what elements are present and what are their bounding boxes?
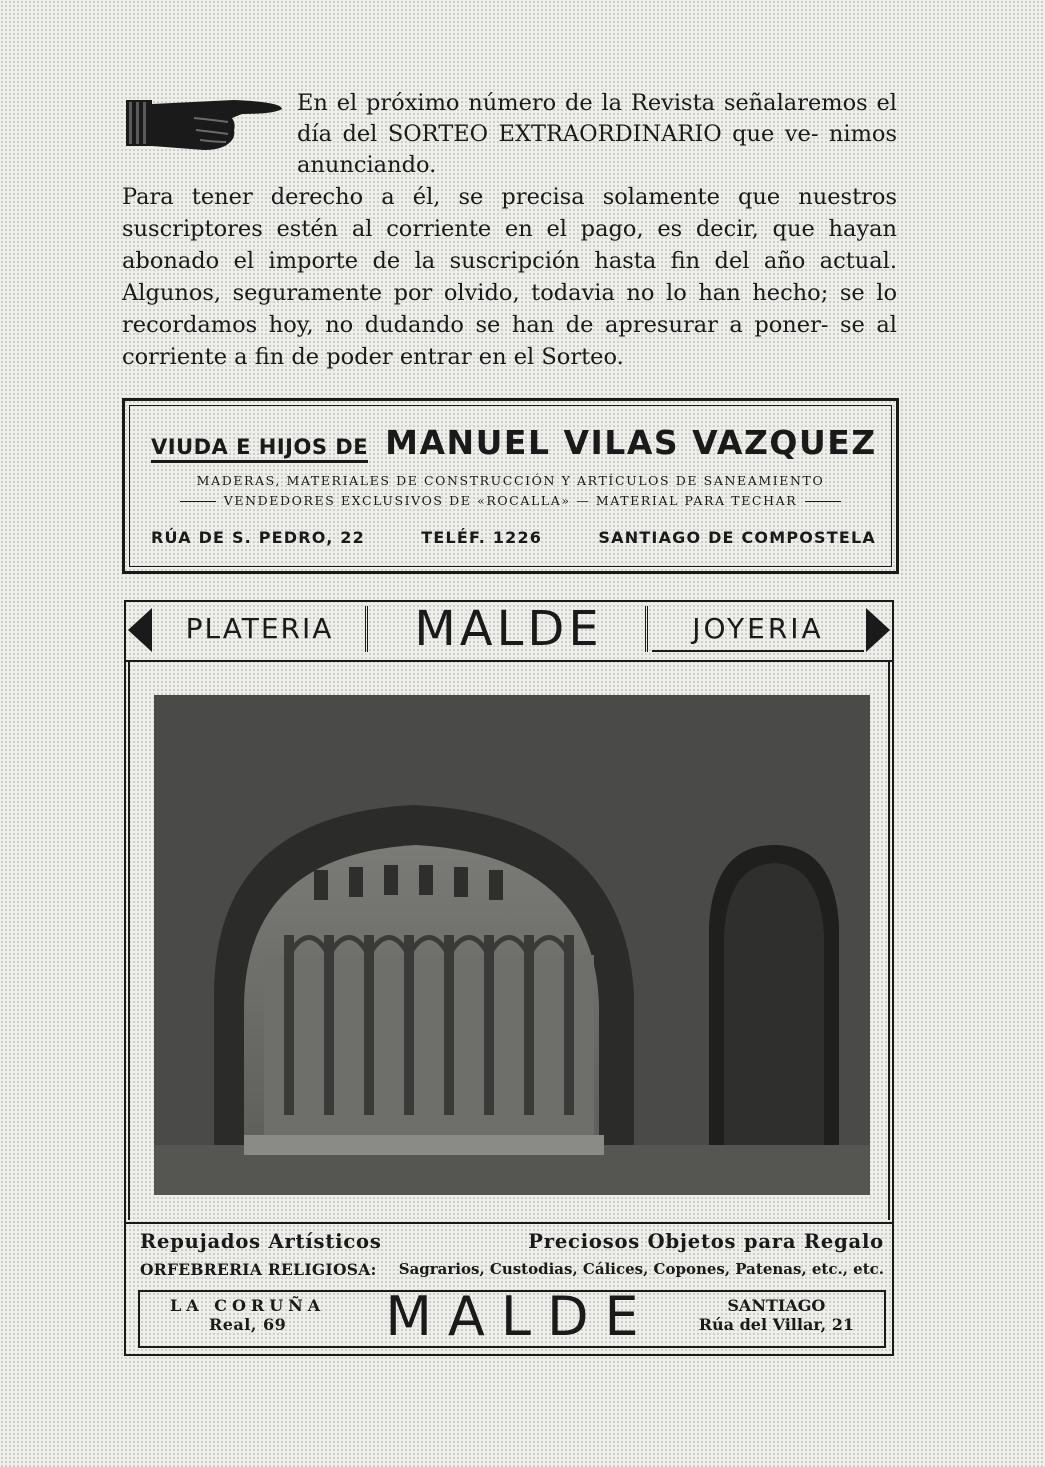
notice-body: Para tener derecho a él, se precisa solamente que nuestros suscriptores estén al corriente en el pago, es decir, que hayan abonado el importe de la suscripción hasta fin del año actual. Algunos, seguramente por olvido, todavia no lo han hecho; se lo recordamos hoy, no dudando se han de apresurar a poner- se al corriente a fin de poder entrar en el Sorteo. — [122, 184, 897, 370]
orfebreria-label: ORFEBRERIA RELIGIOSA: — [140, 1260, 377, 1279]
vilas-products: MADERAS, MATERIALES DE CONSTRUCCIÓN Y ARTÍCULOS DE SANEAMIENTO — [196, 473, 825, 488]
pointing-hand-icon — [124, 96, 284, 152]
arrow-right-icon — [866, 608, 890, 652]
cloister-arches-photo — [154, 695, 870, 1195]
repujados-text: Repujados Artísticos — [140, 1230, 382, 1253]
divider-dash — [805, 501, 841, 502]
vilas-prefix: VIUDA E HIJOS DE — [151, 435, 368, 463]
santiago-city: SANTIAGO — [727, 1296, 826, 1315]
malde-religious-items — [140, 1260, 884, 1279]
malde-logo-large: MALDE — [385, 1285, 655, 1348]
malde-advertisement — [124, 600, 894, 1356]
vilas-city: SANTIAGO DE COMPOSTELA — [598, 528, 876, 547]
coruna-address: Real, 69 — [208, 1315, 287, 1334]
vilas-heading — [151, 423, 877, 463]
coruna-city: LA CORUÑA — [170, 1296, 326, 1315]
vilas-vazquez-advertisement — [122, 398, 899, 574]
regalo-text: Preciosos Objetos para Regalo — [528, 1230, 884, 1253]
coruna-branch — [170, 1296, 325, 1334]
malde-specialties — [140, 1230, 884, 1253]
malde-contact-box — [138, 1285, 886, 1348]
vilas-phone: TELÉF. 1226 — [421, 528, 543, 547]
malde-footer — [124, 1222, 894, 1358]
arrow-left-icon — [128, 608, 152, 652]
santiago-branch — [699, 1296, 854, 1334]
vilas-exclusive-line — [125, 493, 896, 508]
vilas-exclusive-text: VENDEDORES EXCLUSIVOS DE «ROCALLA» — MATERIAL PARA TECHAR — [223, 493, 798, 508]
notice-intro: En el próximo número de la Revista señalaremos el día del SORTEO EXTRAORDINARIO que ve- nimos anunciando. — [297, 90, 897, 178]
header-plateria: PLATERIA — [154, 606, 368, 652]
vilas-address: RÚA DE S. PEDRO, 22 — [151, 528, 365, 547]
vilas-company-name: MANUEL VILAS VAZQUEZ — [385, 423, 877, 462]
divider-dash — [180, 501, 216, 502]
subscription-notice — [122, 88, 897, 373]
header-joyeria: JOYERIA — [652, 606, 864, 652]
religious-items-list: Sagrarios, Custodias, Cálices, Copones, Patenas, etc., etc. — [398, 1260, 884, 1278]
santiago-address: Rúa del Villar, 21 — [698, 1315, 854, 1334]
malde-header — [124, 600, 894, 662]
header-malde-logo: MALDE — [372, 606, 648, 652]
vilas-contact — [151, 528, 876, 547]
